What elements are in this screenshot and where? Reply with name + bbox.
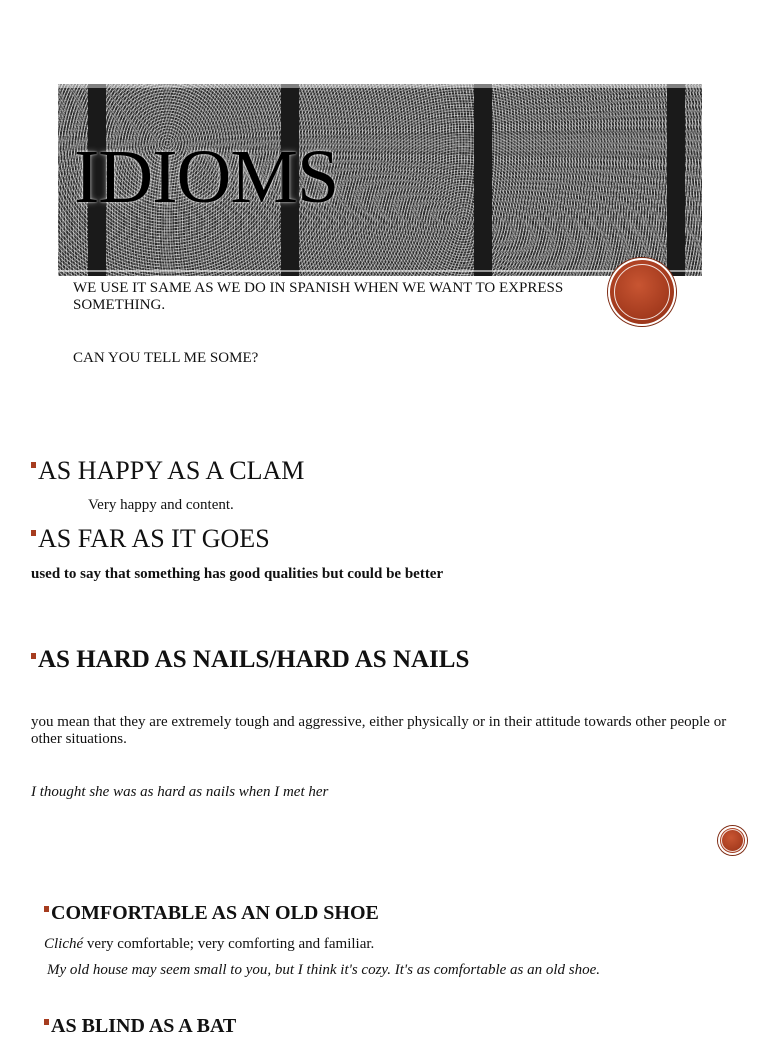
idiom-phrase: COMFORTABLE AS AN OLD SHOE <box>51 902 379 924</box>
idiom-example: My old house may seem small to you, but I think it's cozy. It's as comfortable as an old shoe. <box>47 962 601 978</box>
bullet-icon <box>31 462 36 468</box>
idiom-phrase: AS HAPPY AS A CLAM <box>38 456 305 485</box>
idiom-definition: used to say that something has good qualities but could be better <box>31 566 444 582</box>
idiom-heading <box>31 524 270 554</box>
idiom-definition: you mean that they are extremely tough and aggressive, either physically or in their attitude towards other people or other situations. <box>31 714 727 747</box>
definition-prefix: Cliché <box>44 936 84 952</box>
orange-circle-icon <box>718 826 747 855</box>
intro-text: WE USE IT SAME AS WE DO IN SPANISH WHEN WE WANT TO EXPRESS SOMETHING. <box>73 280 564 313</box>
idiom-definition <box>44 936 374 953</box>
bullet-icon <box>44 906 49 912</box>
idiom-definition: Very happy and content. <box>88 497 234 513</box>
bullet-icon <box>31 653 36 659</box>
idiom-heading <box>31 645 469 675</box>
banner-bottom-edge <box>58 270 702 272</box>
idiom-heading-clipped <box>44 1010 444 1037</box>
bullet-icon <box>44 1019 49 1025</box>
orange-circle-icon <box>608 258 676 326</box>
definition-text: very comfortable; very comforting and familiar. <box>83 936 375 952</box>
idiom-phrase: AS FAR AS IT GOES <box>38 524 270 553</box>
idiom-example: I thought she was as hard as nails when I met her <box>31 784 329 800</box>
idiom-heading <box>44 901 379 925</box>
page-title: IDIOMS <box>74 135 339 219</box>
bullet-icon <box>31 530 36 536</box>
idiom-heading <box>31 456 304 486</box>
idiom-phrase: AS HARD AS NAILS/HARD AS NAILS <box>38 646 470 673</box>
banner-top-edge <box>58 84 702 88</box>
idiom-phrase: AS BLIND AS A BAT <box>51 1015 237 1037</box>
intro-question: CAN YOU TELL ME SOME? <box>73 350 259 366</box>
